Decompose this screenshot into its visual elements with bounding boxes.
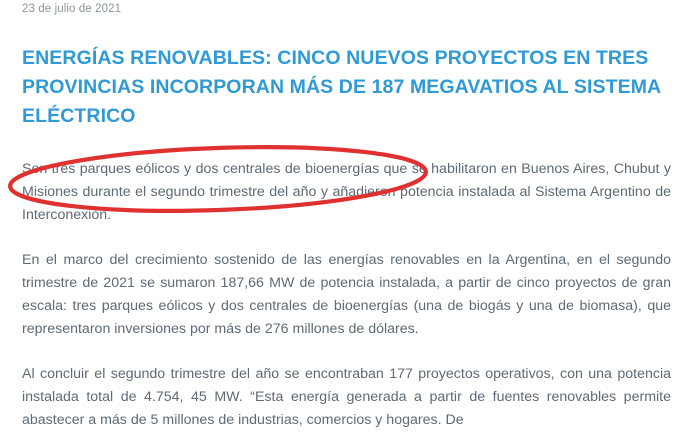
publish-date: 23 de julio de 2021 xyxy=(22,3,122,15)
article-paragraph-3: Al concluir el segundo trimestre del año se encontraban 177 proyectos operativos, con una potencia instalada total de 4.754, 45 MW. “Esta energía generada a partir de fuentes renovables permite abastecer a más de 5 millones de industrias, comercios y hogares. De xyxy=(22,366,671,428)
article-paragraph-1: Son tres parques eólicos y dos centrales de bioenergías que se habilitaron en Buenos Aires, Chubut y Misiones durante el segundo trimestre del año y añadieron potencia instalada al Sistema Argentino de Interconexión. xyxy=(22,161,671,223)
article-paragraph-2: En el marco del crecimiento sostenido de las energías renovables en la Argentina, en el segundo trimestre de 2021 se sumaron 187,66 MW de potencia instalada, a partir de cinco proyectos de gran escala: tres parques eólicos y dos centrales de bioenergías (una de biogás y una de biomasa), que representaron inversiones por más de 276 millones de dólares. xyxy=(22,252,671,337)
page-title: ENERGÍAS RENOVABLES: CINCO NUEVOS PROYECTOS EN TRES PROVINCIAS INCORPORAN MÁS DE 187 MEGAVATIOS AL SISTEMA ELÉCTRICO xyxy=(22,47,661,127)
